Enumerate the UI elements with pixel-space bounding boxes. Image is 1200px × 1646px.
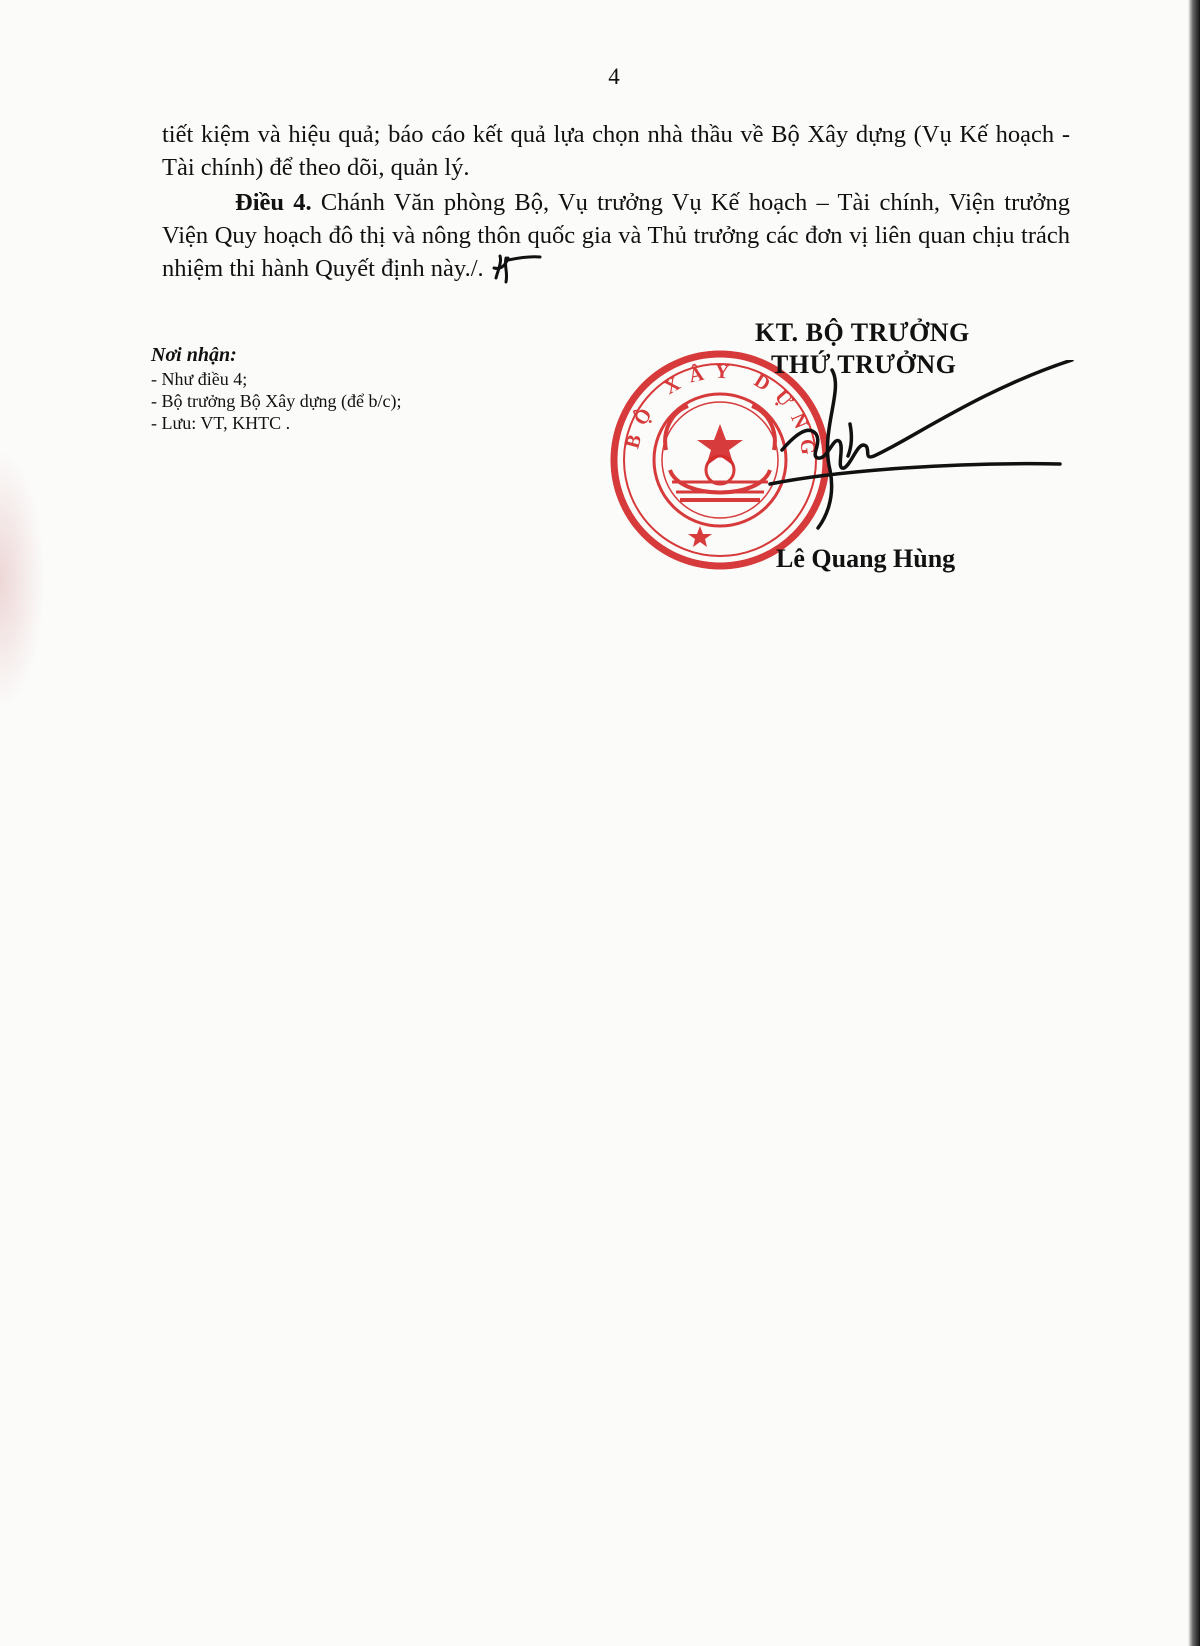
page-edge-shadow [1188,0,1200,1646]
recipient-item: - Như điều 4; [151,369,248,389]
handwritten-signature-icon [760,360,1080,530]
page-number: 4 [608,64,620,89]
signature-block [0,0,1200,600]
recipients-title: Nơi nhận: [151,344,237,366]
signature-title-line1: KT. BỘ TRƯỞNG [755,318,970,347]
signer-name: Lê Quang Hùng [776,544,956,573]
recipient-item: - Bộ trưởng Bộ Xây dựng (để b/c); [151,391,402,411]
paragraph-continuation: tiết kiệm và hiệu quả; báo cáo kết quả lựa chọn nhà thầu về Bộ Xây dựng (Vụ Kế hoạch - Tài chính) để theo dõi, quản lý. [162,121,1070,181]
signature-title-line2: THỨ TRƯỞNG [771,350,957,379]
recipient-item: - Lưu: VT, KHTC . [151,413,291,433]
stamp-ring-text: BỘ XÂY DỰNG [621,360,820,466]
article-4-label: Điều 4. [235,189,312,216]
article-4-text: Chánh Văn phòng Bộ, Vụ trưởng Vụ Kế hoạch – Tài chính, Viện trưởng Viện Quy hoạch đô thị và nông thôn quốc gia và Thủ trưởng các đơn vị liên quan chịu trách nhiệm thi hành Quyết định này./. [162,189,1071,282]
